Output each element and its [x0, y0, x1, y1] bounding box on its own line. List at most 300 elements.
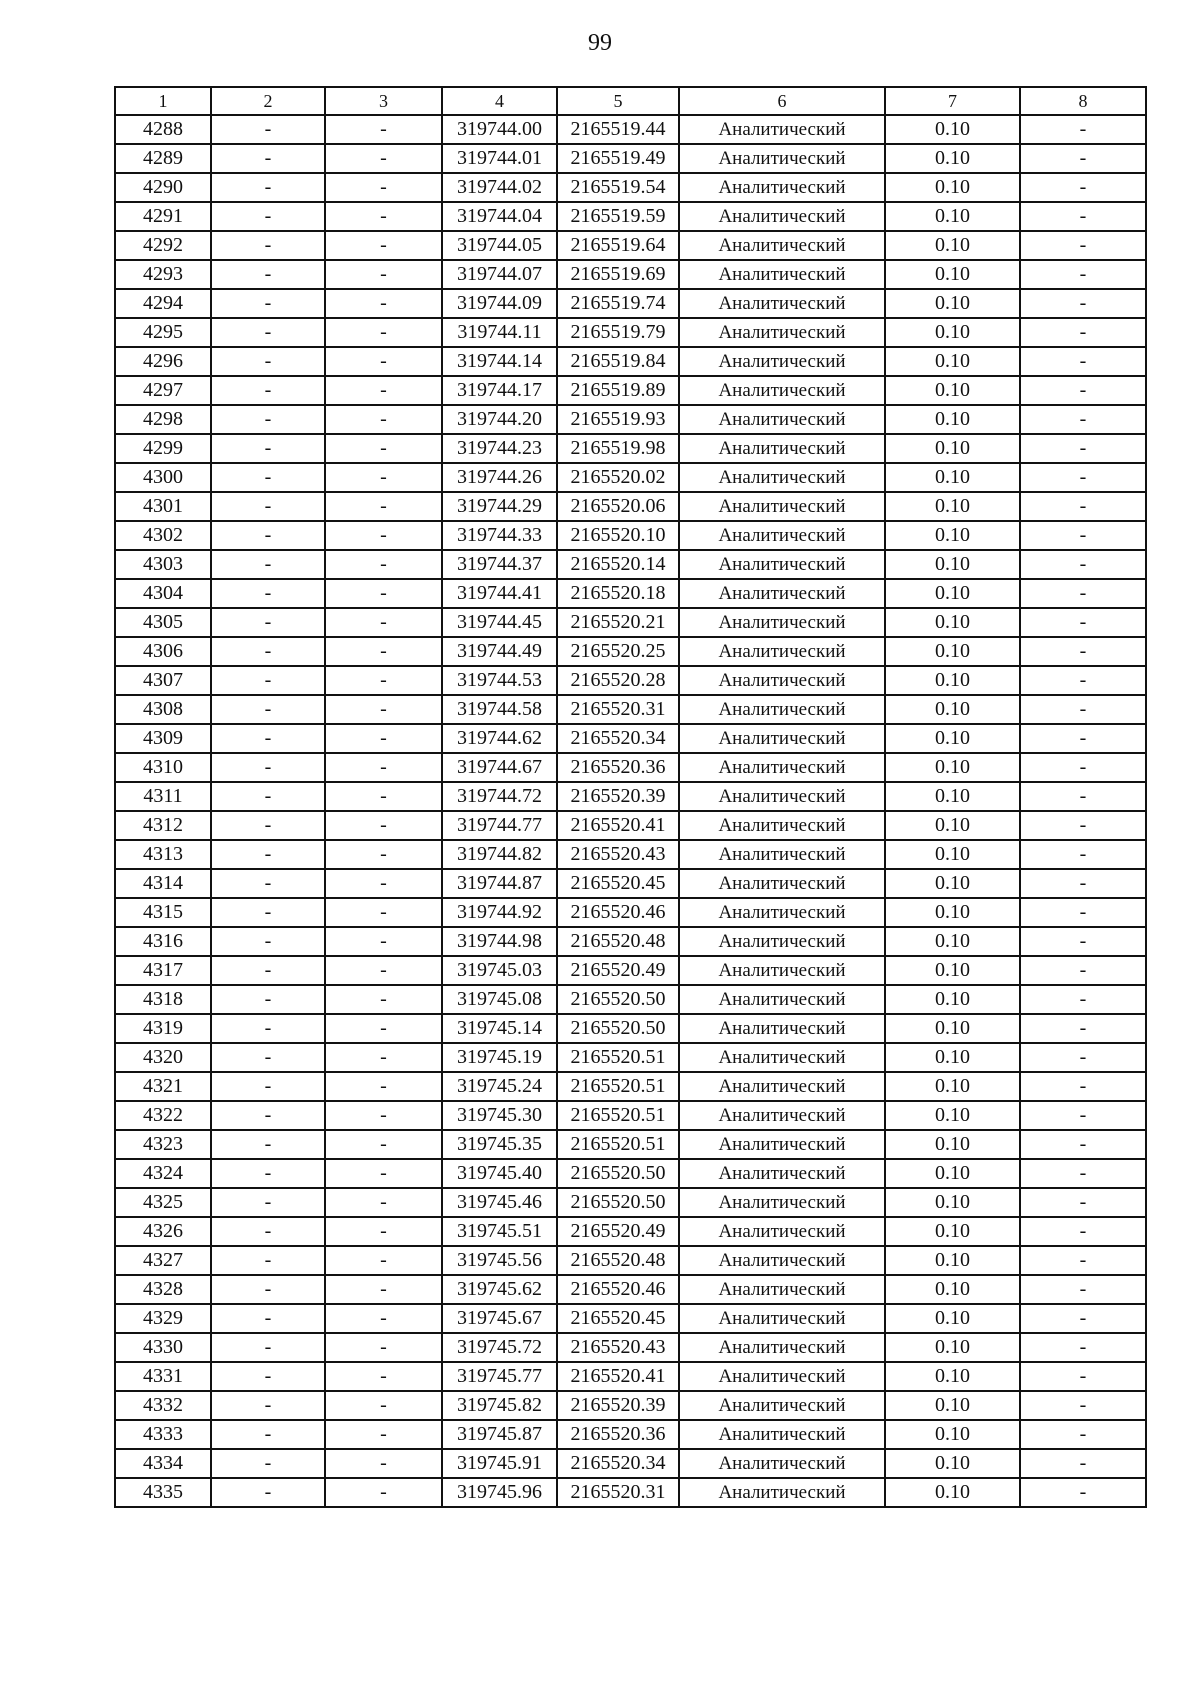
method-cell: Аналитический [679, 1246, 885, 1275]
table-row [115, 260, 1146, 289]
table-row [115, 927, 1146, 956]
method-cell: Аналитический [679, 1304, 885, 1333]
col8-cell: - [1020, 666, 1146, 695]
y-coordinate-cell: 2165519.49 [557, 144, 679, 173]
col8-cell: - [1020, 550, 1146, 579]
point-number-cell: 4327 [115, 1246, 211, 1275]
point-number-cell: 4294 [115, 289, 211, 318]
col8-cell: - [1020, 463, 1146, 492]
accuracy-cell: 0.10 [885, 666, 1020, 695]
method-cell: Аналитический [679, 782, 885, 811]
col2-cell: - [211, 318, 325, 347]
col3-cell: - [325, 637, 442, 666]
col8-cell: - [1020, 231, 1146, 260]
y-coordinate-cell: 2165520.02 [557, 463, 679, 492]
y-coordinate-cell: 2165520.39 [557, 782, 679, 811]
header-cell-6: 6 [679, 87, 885, 115]
point-number-cell: 4302 [115, 521, 211, 550]
method-cell: Аналитический [679, 318, 885, 347]
col2-cell: - [211, 1420, 325, 1449]
method-cell: Аналитический [679, 492, 885, 521]
col3-cell: - [325, 521, 442, 550]
y-coordinate-cell: 2165520.28 [557, 666, 679, 695]
point-number-cell: 4290 [115, 173, 211, 202]
y-coordinate-cell: 2165519.89 [557, 376, 679, 405]
col8-cell: - [1020, 1188, 1146, 1217]
col3-cell: - [325, 753, 442, 782]
point-number-cell: 4296 [115, 347, 211, 376]
point-number-cell: 4322 [115, 1101, 211, 1130]
col2-cell: - [211, 289, 325, 318]
x-coordinate-cell: 319744.37 [442, 550, 557, 579]
header-cell-4: 4 [442, 87, 557, 115]
accuracy-cell: 0.10 [885, 1246, 1020, 1275]
accuracy-cell: 0.10 [885, 1478, 1020, 1507]
point-number-cell: 4306 [115, 637, 211, 666]
table-row [115, 202, 1146, 231]
col3-cell: - [325, 260, 442, 289]
method-cell: Аналитический [679, 666, 885, 695]
table-row [115, 985, 1146, 1014]
col8-cell: - [1020, 115, 1146, 144]
col8-cell: - [1020, 1014, 1146, 1043]
accuracy-cell: 0.10 [885, 608, 1020, 637]
accuracy-cell: 0.10 [885, 1101, 1020, 1130]
accuracy-cell: 0.10 [885, 1130, 1020, 1159]
accuracy-cell: 0.10 [885, 1072, 1020, 1101]
method-cell: Аналитический [679, 289, 885, 318]
table-row [115, 1072, 1146, 1101]
table-row [115, 1391, 1146, 1420]
header-cell-8: 8 [1020, 87, 1146, 115]
table-row [115, 463, 1146, 492]
col8-cell: - [1020, 898, 1146, 927]
point-number-cell: 4330 [115, 1333, 211, 1362]
point-number-cell: 4318 [115, 985, 211, 1014]
point-number-cell: 4334 [115, 1449, 211, 1478]
method-cell: Аналитический [679, 753, 885, 782]
x-coordinate-cell: 319744.92 [442, 898, 557, 927]
x-coordinate-cell: 319745.08 [442, 985, 557, 1014]
y-coordinate-cell: 2165519.93 [557, 405, 679, 434]
col2-cell: - [211, 1014, 325, 1043]
accuracy-cell: 0.10 [885, 724, 1020, 753]
col3-cell: - [325, 1449, 442, 1478]
col3-cell: - [325, 840, 442, 869]
method-cell: Аналитический [679, 1391, 885, 1420]
col8-cell: - [1020, 318, 1146, 347]
accuracy-cell: 0.10 [885, 376, 1020, 405]
col2-cell: - [211, 376, 325, 405]
col2-cell: - [211, 550, 325, 579]
point-number-cell: 4313 [115, 840, 211, 869]
table-row [115, 289, 1146, 318]
accuracy-cell: 0.10 [885, 1188, 1020, 1217]
accuracy-cell: 0.10 [885, 782, 1020, 811]
col2-cell: - [211, 1304, 325, 1333]
col3-cell: - [325, 608, 442, 637]
col8-cell: - [1020, 1130, 1146, 1159]
y-coordinate-cell: 2165520.21 [557, 608, 679, 637]
col2-cell: - [211, 1217, 325, 1246]
accuracy-cell: 0.10 [885, 289, 1020, 318]
accuracy-cell: 0.10 [885, 521, 1020, 550]
point-number-cell: 4298 [115, 405, 211, 434]
col2-cell: - [211, 231, 325, 260]
col8-cell: - [1020, 1449, 1146, 1478]
y-coordinate-cell: 2165520.48 [557, 1246, 679, 1275]
x-coordinate-cell: 319744.77 [442, 811, 557, 840]
method-cell: Аналитический [679, 231, 885, 260]
col3-cell: - [325, 1217, 442, 1246]
table-row [115, 405, 1146, 434]
col2-cell: - [211, 927, 325, 956]
col8-cell: - [1020, 434, 1146, 463]
y-coordinate-cell: 2165520.41 [557, 1362, 679, 1391]
y-coordinate-cell: 2165520.46 [557, 1275, 679, 1304]
table-body [115, 115, 1146, 1507]
accuracy-cell: 0.10 [885, 260, 1020, 289]
col3-cell: - [325, 1304, 442, 1333]
header-row [115, 87, 1146, 115]
point-number-cell: 4303 [115, 550, 211, 579]
x-coordinate-cell: 319744.07 [442, 260, 557, 289]
x-coordinate-cell: 319745.82 [442, 1391, 557, 1420]
accuracy-cell: 0.10 [885, 115, 1020, 144]
col3-cell: - [325, 318, 442, 347]
accuracy-cell: 0.10 [885, 1014, 1020, 1043]
y-coordinate-cell: 2165520.41 [557, 811, 679, 840]
header-cell-1: 1 [115, 87, 211, 115]
table-row [115, 579, 1146, 608]
table-row [115, 347, 1146, 376]
table-row [115, 956, 1146, 985]
col8-cell: - [1020, 811, 1146, 840]
point-number-cell: 4312 [115, 811, 211, 840]
col3-cell: - [325, 1275, 442, 1304]
col8-cell: - [1020, 1478, 1146, 1507]
y-coordinate-cell: 2165519.44 [557, 115, 679, 144]
col3-cell: - [325, 985, 442, 1014]
table-row [115, 1043, 1146, 1072]
x-coordinate-cell: 319744.62 [442, 724, 557, 753]
point-number-cell: 4325 [115, 1188, 211, 1217]
col2-cell: - [211, 1101, 325, 1130]
col2-cell: - [211, 1333, 325, 1362]
x-coordinate-cell: 319745.14 [442, 1014, 557, 1043]
x-coordinate-cell: 319745.30 [442, 1101, 557, 1130]
table-row [115, 115, 1146, 144]
accuracy-cell: 0.10 [885, 144, 1020, 173]
accuracy-cell: 0.10 [885, 434, 1020, 463]
point-number-cell: 4323 [115, 1130, 211, 1159]
point-number-cell: 4304 [115, 579, 211, 608]
method-cell: Аналитический [679, 173, 885, 202]
col2-cell: - [211, 811, 325, 840]
table-row [115, 608, 1146, 637]
point-number-cell: 4326 [115, 1217, 211, 1246]
method-cell: Аналитический [679, 637, 885, 666]
y-coordinate-cell: 2165520.31 [557, 1478, 679, 1507]
col3-cell: - [325, 898, 442, 927]
page-number: 99 [588, 30, 612, 56]
col8-cell: - [1020, 202, 1146, 231]
col8-cell: - [1020, 347, 1146, 376]
y-coordinate-cell: 2165519.69 [557, 260, 679, 289]
table-row [115, 144, 1146, 173]
y-coordinate-cell: 2165520.50 [557, 985, 679, 1014]
col2-cell: - [211, 637, 325, 666]
col3-cell: - [325, 869, 442, 898]
y-coordinate-cell: 2165520.48 [557, 927, 679, 956]
table-row [115, 840, 1146, 869]
table-row [115, 1362, 1146, 1391]
accuracy-cell: 0.10 [885, 1043, 1020, 1072]
col3-cell: - [325, 434, 442, 463]
x-coordinate-cell: 319744.87 [442, 869, 557, 898]
point-number-cell: 4321 [115, 1072, 211, 1101]
point-number-cell: 4301 [115, 492, 211, 521]
method-cell: Аналитический [679, 695, 885, 724]
col2-cell: - [211, 898, 325, 927]
col8-cell: - [1020, 579, 1146, 608]
x-coordinate-cell: 319745.46 [442, 1188, 557, 1217]
point-number-cell: 4333 [115, 1420, 211, 1449]
x-coordinate-cell: 319744.72 [442, 782, 557, 811]
col8-cell: - [1020, 1275, 1146, 1304]
col8-cell: - [1020, 1217, 1146, 1246]
col2-cell: - [211, 521, 325, 550]
col3-cell: - [325, 173, 442, 202]
col8-cell: - [1020, 1043, 1146, 1072]
col8-cell: - [1020, 1420, 1146, 1449]
x-coordinate-cell: 319745.67 [442, 1304, 557, 1333]
x-coordinate-cell: 319744.23 [442, 434, 557, 463]
table-row [115, 753, 1146, 782]
table-row [115, 376, 1146, 405]
col8-cell: - [1020, 173, 1146, 202]
accuracy-cell: 0.10 [885, 869, 1020, 898]
col3-cell: - [325, 695, 442, 724]
col2-cell: - [211, 405, 325, 434]
point-number-cell: 4300 [115, 463, 211, 492]
method-cell: Аналитический [679, 1275, 885, 1304]
point-number-cell: 4297 [115, 376, 211, 405]
y-coordinate-cell: 2165520.43 [557, 840, 679, 869]
accuracy-cell: 0.10 [885, 1333, 1020, 1362]
accuracy-cell: 0.10 [885, 1275, 1020, 1304]
col3-cell: - [325, 956, 442, 985]
method-cell: Аналитический [679, 1014, 885, 1043]
accuracy-cell: 0.10 [885, 231, 1020, 260]
table-row [115, 811, 1146, 840]
col3-cell: - [325, 927, 442, 956]
y-coordinate-cell: 2165520.34 [557, 1449, 679, 1478]
table-row [115, 492, 1146, 521]
y-coordinate-cell: 2165520.10 [557, 521, 679, 550]
table-row [115, 1188, 1146, 1217]
col2-cell: - [211, 173, 325, 202]
point-number-cell: 4329 [115, 1304, 211, 1333]
point-number-cell: 4317 [115, 956, 211, 985]
col3-cell: - [325, 1391, 442, 1420]
table-row [115, 637, 1146, 666]
method-cell: Аналитический [679, 1188, 885, 1217]
col8-cell: - [1020, 521, 1146, 550]
point-number-cell: 4305 [115, 608, 211, 637]
accuracy-cell: 0.10 [885, 1449, 1020, 1478]
x-coordinate-cell: 319745.40 [442, 1159, 557, 1188]
accuracy-cell: 0.10 [885, 811, 1020, 840]
table-row [115, 695, 1146, 724]
col3-cell: - [325, 115, 442, 144]
col8-cell: - [1020, 289, 1146, 318]
x-coordinate-cell: 319744.29 [442, 492, 557, 521]
x-coordinate-cell: 319744.67 [442, 753, 557, 782]
x-coordinate-cell: 319744.58 [442, 695, 557, 724]
method-cell: Аналитический [679, 1449, 885, 1478]
x-coordinate-cell: 319745.56 [442, 1246, 557, 1275]
y-coordinate-cell: 2165520.46 [557, 898, 679, 927]
accuracy-cell: 0.10 [885, 927, 1020, 956]
y-coordinate-cell: 2165519.54 [557, 173, 679, 202]
method-cell: Аналитический [679, 1072, 885, 1101]
table-row [115, 1333, 1146, 1362]
table-row [115, 173, 1146, 202]
y-coordinate-cell: 2165520.36 [557, 753, 679, 782]
col2-cell: - [211, 1072, 325, 1101]
col2-cell: - [211, 1449, 325, 1478]
x-coordinate-cell: 319745.87 [442, 1420, 557, 1449]
col2-cell: - [211, 579, 325, 608]
table-row [115, 1130, 1146, 1159]
accuracy-cell: 0.10 [885, 579, 1020, 608]
method-cell: Аналитический [679, 376, 885, 405]
point-number-cell: 4335 [115, 1478, 211, 1507]
col2-cell: - [211, 724, 325, 753]
x-coordinate-cell: 319744.33 [442, 521, 557, 550]
col2-cell: - [211, 1043, 325, 1072]
col2-cell: - [211, 1246, 325, 1275]
x-coordinate-cell: 319745.35 [442, 1130, 557, 1159]
accuracy-cell: 0.10 [885, 405, 1020, 434]
accuracy-cell: 0.10 [885, 753, 1020, 782]
col8-cell: - [1020, 724, 1146, 753]
y-coordinate-cell: 2165520.51 [557, 1072, 679, 1101]
method-cell: Аналитический [679, 405, 885, 434]
col3-cell: - [325, 1043, 442, 1072]
col2-cell: - [211, 1130, 325, 1159]
method-cell: Аналитический [679, 985, 885, 1014]
col3-cell: - [325, 376, 442, 405]
col8-cell: - [1020, 1072, 1146, 1101]
point-number-cell: 4307 [115, 666, 211, 695]
col2-cell: - [211, 1478, 325, 1507]
method-cell: Аналитический [679, 1362, 885, 1391]
y-coordinate-cell: 2165519.84 [557, 347, 679, 376]
table-row [115, 1304, 1146, 1333]
method-cell: Аналитический [679, 347, 885, 376]
x-coordinate-cell: 319745.62 [442, 1275, 557, 1304]
method-cell: Аналитический [679, 1101, 885, 1130]
col8-cell: - [1020, 782, 1146, 811]
header-cell-5: 5 [557, 87, 679, 115]
y-coordinate-cell: 2165520.43 [557, 1333, 679, 1362]
col2-cell: - [211, 260, 325, 289]
point-number-cell: 4331 [115, 1362, 211, 1391]
col2-cell: - [211, 492, 325, 521]
x-coordinate-cell: 319745.19 [442, 1043, 557, 1072]
col3-cell: - [325, 1072, 442, 1101]
point-number-cell: 4319 [115, 1014, 211, 1043]
table-row [115, 724, 1146, 753]
accuracy-cell: 0.10 [885, 1304, 1020, 1333]
col3-cell: - [325, 666, 442, 695]
method-cell: Аналитический [679, 550, 885, 579]
col2-cell: - [211, 840, 325, 869]
x-coordinate-cell: 319745.24 [442, 1072, 557, 1101]
y-coordinate-cell: 2165520.50 [557, 1188, 679, 1217]
y-coordinate-cell: 2165520.51 [557, 1130, 679, 1159]
y-coordinate-cell: 2165519.59 [557, 202, 679, 231]
table-row [115, 550, 1146, 579]
col3-cell: - [325, 231, 442, 260]
col8-cell: - [1020, 260, 1146, 289]
method-cell: Аналитический [679, 1333, 885, 1362]
col3-cell: - [325, 1478, 442, 1507]
x-coordinate-cell: 319744.26 [442, 463, 557, 492]
accuracy-cell: 0.10 [885, 1391, 1020, 1420]
method-cell: Аналитический [679, 811, 885, 840]
coordinates-table [114, 86, 1147, 1508]
y-coordinate-cell: 2165519.79 [557, 318, 679, 347]
col8-cell: - [1020, 956, 1146, 985]
header-cell-3: 3 [325, 87, 442, 115]
x-coordinate-cell: 319744.02 [442, 173, 557, 202]
x-coordinate-cell: 319744.14 [442, 347, 557, 376]
table-row [115, 434, 1146, 463]
y-coordinate-cell: 2165519.98 [557, 434, 679, 463]
point-number-cell: 4299 [115, 434, 211, 463]
accuracy-cell: 0.10 [885, 898, 1020, 927]
y-coordinate-cell: 2165520.49 [557, 1217, 679, 1246]
method-cell: Аналитический [679, 1043, 885, 1072]
table-row [115, 1101, 1146, 1130]
col2-cell: - [211, 1188, 325, 1217]
y-coordinate-cell: 2165520.25 [557, 637, 679, 666]
y-coordinate-cell: 2165520.51 [557, 1043, 679, 1072]
col2-cell: - [211, 782, 325, 811]
accuracy-cell: 0.10 [885, 347, 1020, 376]
col3-cell: - [325, 724, 442, 753]
col2-cell: - [211, 753, 325, 782]
table-row [115, 318, 1146, 347]
col2-cell: - [211, 463, 325, 492]
y-coordinate-cell: 2165520.18 [557, 579, 679, 608]
table-row [115, 1014, 1146, 1043]
accuracy-cell: 0.10 [885, 492, 1020, 521]
col8-cell: - [1020, 1362, 1146, 1391]
x-coordinate-cell: 319744.45 [442, 608, 557, 637]
col8-cell: - [1020, 1304, 1146, 1333]
col2-cell: - [211, 115, 325, 144]
x-coordinate-cell: 319745.03 [442, 956, 557, 985]
x-coordinate-cell: 319744.05 [442, 231, 557, 260]
point-number-cell: 4316 [115, 927, 211, 956]
table-row [115, 1420, 1146, 1449]
col3-cell: - [325, 405, 442, 434]
col3-cell: - [325, 1420, 442, 1449]
